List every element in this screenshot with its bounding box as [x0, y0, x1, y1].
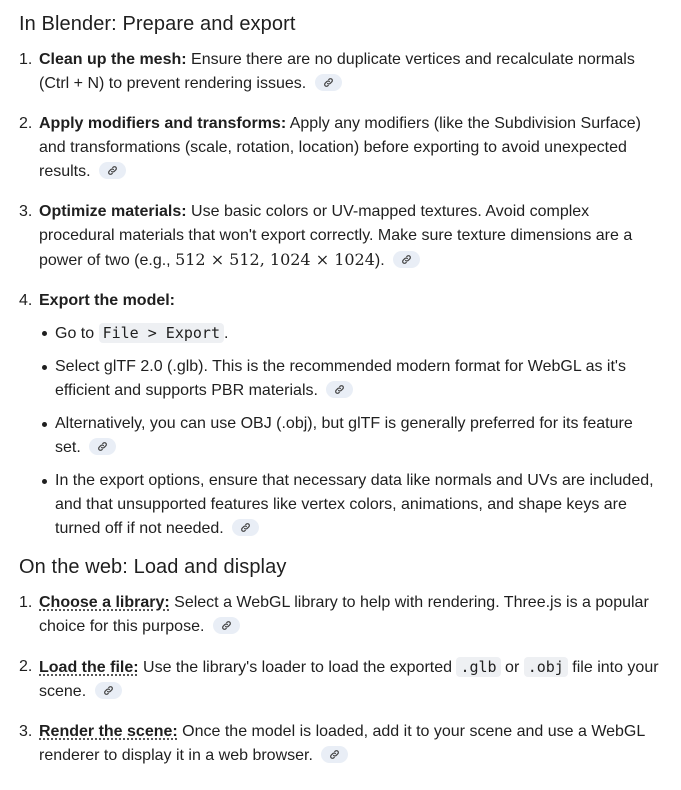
- step-number: 2.: [19, 115, 33, 132]
- step-text: Apply any modifiers (like the Subdivision Surface) and transformations (scale, rotation, location) before exporting to avoid unexpected results.: [39, 115, 641, 180]
- list-item: [19, 48, 659, 96]
- step-heading: Export the model:: [39, 292, 176, 309]
- link-icon: [334, 384, 345, 395]
- link-icon: [323, 77, 334, 88]
- document: [19, 10, 659, 768]
- file-ext-code: .obj: [524, 657, 568, 677]
- bullet-text: In the export options, ensure that necessary data like normals and UVs are included, and that unsupported features like vertex colors, animations, and shape keys are turned off if not needed.: [55, 472, 654, 537]
- link-icon: [221, 620, 232, 631]
- citation-link-button[interactable]: [89, 438, 116, 455]
- file-ext-code: .glb: [456, 657, 500, 677]
- step-text: Once the model is loaded, add it to your scene and use a WebGL renderer to display it in a web browser.: [39, 723, 645, 764]
- link-icon: [329, 749, 340, 760]
- step-number: 3.: [19, 203, 33, 220]
- link-icon: [97, 441, 108, 452]
- step-heading: Load the file:: [39, 659, 139, 676]
- step-heading: Render the scene:: [39, 723, 178, 740]
- step-text: Use basic colors or UV-mapped textures. Avoid complex procedural materials that won't export correctly. Make sure texture dimensions are a power of two (e.g.,: [39, 203, 633, 269]
- citation-link-button[interactable]: [95, 682, 122, 699]
- export-bullets: [39, 321, 659, 541]
- step-heading: Apply modifiers and transforms:: [39, 115, 287, 132]
- bullet-item: [39, 469, 659, 541]
- step-number: 1.: [19, 51, 33, 68]
- math-expression: 512 × 512, 1024 × 1024: [175, 250, 375, 269]
- citation-link-button[interactable]: [321, 746, 348, 763]
- citation-link-button[interactable]: [393, 251, 420, 268]
- list-item: [19, 591, 659, 639]
- step-number: 2.: [19, 658, 33, 675]
- link-icon: [107, 165, 118, 176]
- bullet-text: Select glTF 2.0 (.glb). This is the recommended modern format for WebGL as it's efficient and supports PBR materials.: [55, 358, 626, 399]
- bullet-text: Go to: [55, 325, 99, 342]
- list-item: [19, 720, 659, 768]
- step-heading: Optimize materials:: [39, 203, 187, 220]
- step-heading: Clean up the mesh:: [39, 51, 187, 68]
- step-text: file into your scene.: [39, 659, 659, 700]
- section-title-blender: In Blender: Prepare and export: [19, 13, 296, 35]
- list-item: [19, 112, 659, 184]
- step-text: Ensure there are no duplicate vertices and recalculate normals (Ctrl + N) to prevent rendering issues.: [39, 51, 635, 92]
- link-icon: [401, 254, 412, 265]
- bullet-text: Alternatively, you can use OBJ (.obj), but glTF is generally preferred for its feature set.: [55, 415, 633, 456]
- citation-link-button[interactable]: [315, 74, 342, 91]
- menu-path-code: File > Export: [99, 323, 224, 343]
- step-number: 3.: [19, 723, 33, 740]
- step-text-tail: ).: [374, 252, 385, 269]
- citation-link-button[interactable]: [213, 617, 240, 634]
- step-text: or: [500, 659, 524, 676]
- citation-link-button[interactable]: [99, 162, 126, 179]
- step-number: 4.: [19, 292, 33, 309]
- citation-link-button[interactable]: [232, 519, 259, 536]
- step-text: Use the library's loader to load the exported: [138, 659, 457, 676]
- step-heading: Choose a library:: [39, 594, 170, 611]
- bullet-text: .: [223, 325, 229, 342]
- list-item: [19, 289, 659, 541]
- list-item: [19, 200, 659, 273]
- step-text: Select a WebGL library to help with rendering. Three.js is a popular choice for this purpose.: [39, 594, 649, 635]
- section-title-web: On the web: Load and display: [19, 556, 287, 578]
- web-steps-list: [19, 591, 659, 768]
- bullet-item: [39, 355, 659, 403]
- link-icon: [103, 685, 114, 696]
- list-item: [19, 655, 659, 704]
- link-icon: [240, 522, 251, 533]
- blender-steps-list: [19, 48, 659, 541]
- bullet-item: [39, 321, 659, 346]
- citation-link-button[interactable]: [326, 381, 353, 398]
- step-number: 1.: [19, 594, 33, 611]
- bullet-item: [39, 412, 659, 460]
